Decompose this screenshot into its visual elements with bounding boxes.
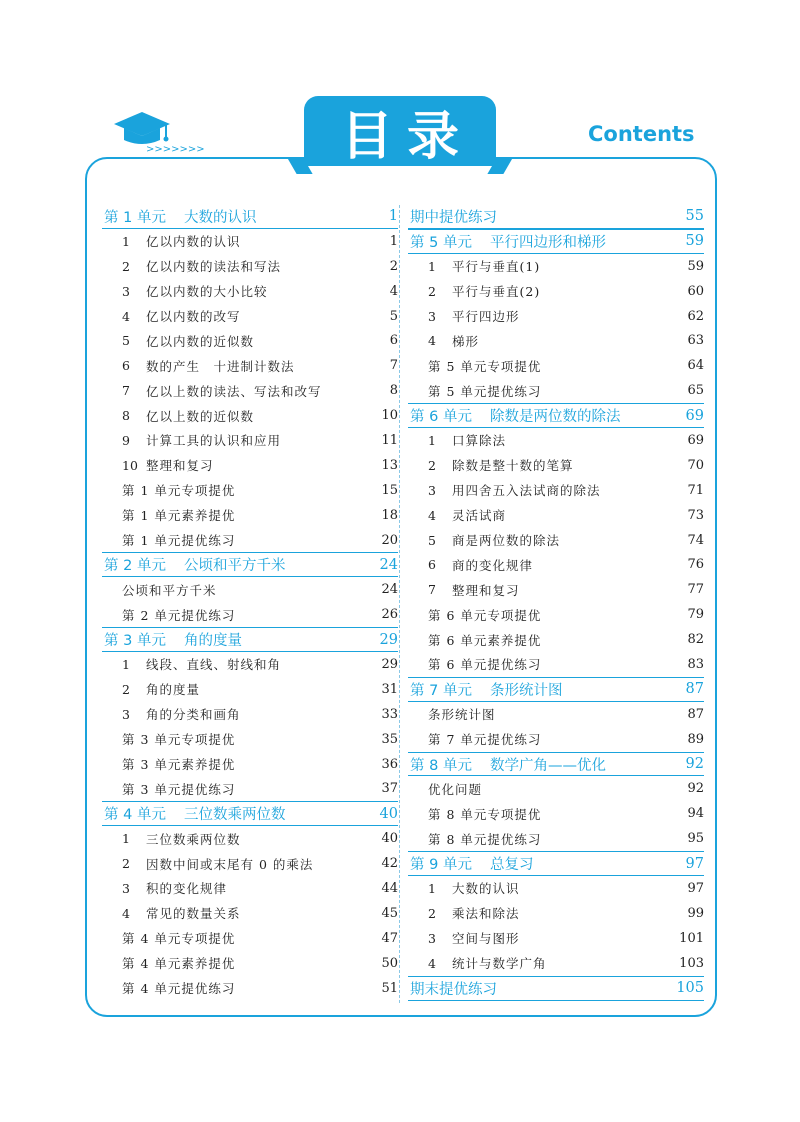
toc-entry[interactable]	[408, 453, 704, 478]
page-number: 26	[381, 607, 398, 623]
entry-title: 亿以上数的近似数	[146, 408, 255, 424]
page-number: 73	[687, 507, 704, 523]
unit-title: 期中提优练习	[410, 209, 497, 226]
page-number: 40	[379, 805, 398, 822]
toc-entry[interactable]	[102, 727, 398, 752]
page-number: 69	[685, 407, 704, 424]
page-number: 40	[381, 831, 398, 847]
entry-number: 10	[122, 457, 138, 473]
toc-entry[interactable]	[408, 478, 704, 503]
entry-title: 亿以上数的读法、写法和改写	[146, 383, 322, 399]
toc-unit-heading[interactable]	[102, 801, 398, 826]
unit-label: 第 8 单元	[410, 757, 472, 774]
toc-column-right	[408, 204, 704, 1001]
entry-number: 3	[428, 930, 436, 946]
toc-entry[interactable]	[408, 801, 704, 826]
page-number: 92	[687, 781, 704, 797]
page-number: 62	[687, 308, 704, 324]
unit-title: 除数是两位数的除法	[489, 409, 621, 426]
page-number: 95	[687, 831, 704, 847]
page-number: 99	[687, 905, 704, 921]
entry-title: 线段、直线、射线和角	[146, 657, 282, 673]
page-number: 37	[381, 781, 398, 797]
page-number: 64	[687, 358, 704, 374]
entry-number: 4	[122, 308, 130, 324]
entry-title: 亿以内数的近似数	[146, 333, 255, 349]
page-number: 103	[679, 955, 704, 971]
toc-entry[interactable]	[408, 652, 704, 677]
entry-title: 梯形	[452, 333, 480, 349]
toc-entry[interactable]	[408, 528, 704, 553]
toc-entry[interactable]	[408, 328, 704, 353]
entry-number: 2	[122, 258, 130, 274]
entry-number: 4	[428, 333, 436, 349]
page-number: 24	[381, 582, 398, 598]
page-number: 87	[687, 706, 704, 722]
toc-unit-heading[interactable]	[408, 752, 704, 777]
entry-number: 7	[122, 383, 130, 399]
unit-title: 数学广角——优化	[489, 757, 606, 774]
entry-number: 1	[428, 258, 436, 274]
toc-entry[interactable]	[408, 279, 704, 304]
entry-title: 第 2 单元提优练习	[122, 607, 236, 623]
toc-entry[interactable]	[102, 403, 398, 428]
entry-title: 计算工具的认识和应用	[146, 433, 282, 449]
unit-label: 第 2 单元	[104, 558, 166, 575]
toc-column-left	[102, 204, 398, 1001]
entry-title: 亿以内数的改写	[146, 309, 241, 324]
entry-title: 第 5 单元专项提优	[428, 358, 542, 374]
toc-entry[interactable]	[102, 254, 398, 279]
entry-title: 用四舍五入法试商的除法	[452, 483, 601, 499]
unit-title: 大数的认识	[183, 209, 257, 226]
page-number: 6	[389, 333, 398, 349]
toc-entry[interactable]	[408, 428, 704, 453]
entry-title: 平行四边形	[452, 309, 520, 324]
entry-number: 2	[428, 905, 436, 921]
page-number: 74	[687, 532, 704, 548]
toc-entry[interactable]	[102, 353, 398, 378]
toc-entry[interactable]	[102, 279, 398, 304]
entry-number: 1	[122, 656, 130, 672]
page-number: 35	[381, 731, 398, 747]
toc-entry[interactable]	[408, 503, 704, 528]
entry-title: 三位数乘两位数	[146, 831, 241, 847]
toc-entry[interactable]	[408, 702, 704, 727]
entry-number: 5	[122, 333, 130, 349]
toc-entry[interactable]	[102, 577, 398, 602]
entry-number: 2	[122, 681, 130, 697]
page-number: 83	[687, 656, 704, 672]
entry-number: 3	[122, 706, 130, 722]
page-number: 10	[381, 408, 398, 424]
page-number: 76	[687, 557, 704, 573]
toc-entry[interactable]	[102, 702, 398, 727]
toc-entry[interactable]	[408, 602, 704, 627]
entry-number: 1	[122, 831, 130, 847]
page-number: 45	[381, 905, 398, 921]
entry-title: 第 3 单元提优练习	[122, 781, 236, 797]
page-number: 59	[685, 233, 704, 250]
page-title: 目录	[304, 96, 496, 166]
toc-entry[interactable]	[408, 727, 704, 752]
entry-title: 商的变化规律	[452, 557, 534, 573]
page-number: 13	[381, 457, 398, 473]
entry-number: 3	[428, 482, 436, 498]
toc-entry[interactable]	[408, 776, 704, 801]
entry-title: 商是两位数的除法	[452, 533, 561, 549]
entry-number: 1	[428, 880, 436, 896]
unit-label: 第 5 单元	[410, 234, 472, 251]
entry-title: 平行与垂直(2)	[452, 284, 541, 300]
toc-entry[interactable]	[102, 826, 398, 851]
page-number: 97	[687, 880, 704, 896]
unit-label: 第 7 单元	[410, 682, 472, 699]
toc-entry[interactable]	[102, 901, 398, 926]
entry-title: 第 6 单元专项提优	[428, 607, 542, 623]
toc-entry[interactable]	[102, 378, 398, 403]
toc-entry[interactable]	[408, 826, 704, 851]
entry-title: 第 4 单元素养提优	[122, 956, 236, 972]
page-number: 44	[381, 880, 398, 896]
entry-title: 第 8 单元专项提优	[428, 806, 542, 822]
entry-title: 第 1 单元素养提优	[122, 508, 236, 524]
toc-entry[interactable]	[408, 627, 704, 652]
page-number: 59	[687, 258, 704, 274]
toc-entry[interactable]	[408, 378, 704, 403]
unit-title: 公顷和平方千米	[183, 558, 286, 575]
toc-entry[interactable]	[102, 453, 398, 478]
toc-unit-heading[interactable]	[408, 976, 704, 1001]
entry-title: 角的分类和画角	[146, 707, 241, 723]
entry-title: 口算除法	[452, 433, 507, 449]
toc-entry[interactable]	[102, 876, 398, 901]
toc-unit-heading[interactable]	[408, 204, 704, 229]
entry-title: 角的度量	[146, 682, 201, 698]
page-number: 15	[381, 482, 398, 498]
entry-title: 大数的认识	[452, 881, 520, 897]
toc-entry[interactable]	[408, 304, 704, 329]
entry-title: 平行与垂直(1)	[452, 259, 541, 275]
toc-entry[interactable]	[408, 901, 704, 926]
page-number: 82	[687, 632, 704, 648]
toc-entry[interactable]	[102, 328, 398, 353]
page-number: 1	[389, 233, 398, 249]
entry-title: 第 1 单元提优练习	[122, 533, 236, 549]
page-number: 70	[687, 457, 704, 473]
page-number: 87	[685, 681, 704, 698]
toc-unit-heading[interactable]	[408, 851, 704, 876]
entry-title: 亿以内数的读法和写法	[146, 259, 282, 275]
toc-entry[interactable]	[102, 428, 398, 453]
page-number: 11	[381, 432, 398, 448]
page-number: 60	[687, 283, 704, 299]
entry-title: 数的产生 十进制计数法	[146, 358, 295, 374]
entry-number: 7	[428, 582, 436, 598]
entry-title: 灵活试商	[452, 508, 507, 524]
entry-number: 3	[122, 283, 130, 299]
page-number: 69	[687, 432, 704, 448]
page-number: 77	[687, 582, 704, 598]
page-number: 71	[687, 482, 704, 498]
page-number: 101	[679, 930, 704, 946]
entry-number: 4	[428, 507, 436, 523]
toc-entry[interactable]	[102, 478, 398, 503]
toc-entry[interactable]	[408, 876, 704, 901]
toc-entry[interactable]	[102, 652, 398, 677]
entry-title: 整理和复习	[452, 582, 520, 598]
toc-entry[interactable]	[102, 229, 398, 254]
entry-title: 整理和复习	[146, 458, 214, 474]
toc-entry[interactable]	[408, 552, 704, 577]
toc-entry[interactable]	[102, 851, 398, 876]
unit-label: 第 3 单元	[104, 633, 166, 650]
page-number: 97	[685, 855, 704, 872]
entry-number: 4	[122, 905, 130, 921]
entry-title: 空间与图形	[452, 931, 520, 947]
page-number: 42	[381, 856, 398, 872]
entry-title: 优化问题	[428, 781, 483, 797]
toc-entry[interactable]	[102, 528, 398, 553]
toc-unit-heading[interactable]	[408, 229, 704, 254]
entry-title: 第 6 单元提优练习	[428, 657, 542, 673]
page-number: 63	[687, 333, 704, 349]
toc-entry[interactable]	[102, 976, 398, 1001]
entry-title: 积的变化规律	[146, 881, 228, 897]
unit-title: 平行四边形和梯形	[489, 234, 606, 251]
toc-unit-heading[interactable]	[408, 403, 704, 428]
entry-number: 8	[122, 408, 130, 424]
toc-unit-heading[interactable]	[102, 552, 398, 577]
entry-title: 统计与数学广角	[452, 956, 547, 972]
entry-title: 第 7 单元提优练习	[428, 732, 542, 748]
entry-number: 3	[122, 880, 130, 896]
page-number: 55	[685, 208, 704, 225]
entry-title: 乘法和除法	[452, 906, 520, 922]
entry-number: 9	[122, 432, 130, 448]
unit-label: 第 6 单元	[410, 409, 472, 426]
entry-title: 第 5 单元提优练习	[428, 383, 542, 399]
page-number: 4	[389, 283, 398, 299]
page-number: 65	[687, 383, 704, 399]
page-subtitle: Contents	[588, 122, 695, 146]
page-number: 8	[389, 383, 398, 399]
page-number: 50	[381, 955, 398, 971]
page-number: 29	[381, 656, 398, 672]
entry-number: 2	[122, 856, 130, 872]
page-number: 29	[379, 631, 398, 648]
page-number: 105	[676, 980, 704, 997]
entry-title: 第 4 单元专项提优	[122, 931, 236, 947]
entry-number: 1	[122, 233, 130, 249]
toc-unit-heading[interactable]	[408, 677, 704, 702]
toc-unit-heading[interactable]	[102, 204, 398, 229]
toc-entry[interactable]	[102, 752, 398, 777]
page-number: 1	[388, 208, 398, 225]
entry-title: 第 4 单元提优练习	[122, 981, 236, 997]
entry-number: 6	[122, 358, 130, 374]
entry-title: 条形统计图	[428, 707, 496, 723]
toc-entry[interactable]	[102, 677, 398, 702]
page-number: 18	[381, 507, 398, 523]
entry-title: 第 6 单元素养提优	[428, 632, 542, 648]
page-number: 92	[685, 756, 704, 773]
toc-entry[interactable]	[102, 951, 398, 976]
entry-title: 第 1 单元专项提优	[122, 483, 236, 499]
entry-title: 亿以内数的大小比较	[146, 284, 268, 300]
graduation-cap-icon	[112, 106, 205, 155]
unit-title: 期末提优练习	[410, 981, 497, 998]
entry-title: 第 8 单元提优练习	[428, 831, 542, 847]
entry-number: 5	[428, 532, 436, 548]
entry-number: 3	[428, 308, 436, 324]
entry-number: 2	[428, 283, 436, 299]
toc-entry[interactable]	[102, 304, 398, 329]
toc-entry[interactable]	[408, 353, 704, 378]
page-number: 33	[381, 706, 398, 722]
entry-number: 1	[428, 432, 436, 448]
unit-title: 总复习	[489, 857, 534, 874]
unit-label: 第 1 单元	[104, 209, 166, 226]
unit-label: 第 4 单元	[104, 807, 166, 824]
entry-number: 4	[428, 955, 436, 971]
page-number: 20	[381, 532, 398, 548]
toc-entry[interactable]	[408, 951, 704, 976]
unit-label: 第 9 单元	[410, 857, 472, 874]
page-number: 94	[687, 806, 704, 822]
toc-entry[interactable]	[102, 776, 398, 801]
toc-entry[interactable]	[408, 577, 704, 602]
toc-entry[interactable]	[102, 602, 398, 627]
toc-entry[interactable]	[102, 926, 398, 951]
entry-number: 6	[428, 557, 436, 573]
page-number: 79	[687, 607, 704, 623]
page-number: 36	[381, 756, 398, 772]
entry-title: 第 3 单元素养提优	[122, 757, 236, 773]
unit-title: 三位数乘两位数	[183, 807, 286, 824]
page-number: 5	[389, 308, 398, 324]
page-number: 24	[379, 556, 398, 573]
unit-title: 角的度量	[183, 633, 242, 650]
entry-title: 亿以内数的认识	[146, 234, 241, 250]
page-number: 31	[381, 681, 398, 697]
svg-text:>>>>>>>: >>>>>>>	[146, 144, 205, 155]
unit-title: 条形统计图	[489, 682, 563, 699]
entry-title: 常见的数量关系	[146, 906, 241, 922]
column-divider	[399, 205, 400, 1003]
entry-title: 第 3 单元专项提优	[122, 732, 236, 748]
entry-title: 除数是整十数的笔算	[452, 458, 574, 474]
entry-title: 因数中间或末尾有 0 的乘法	[146, 856, 314, 872]
toc-entry[interactable]	[408, 254, 704, 279]
entry-title: 公顷和平方千米	[122, 582, 217, 598]
page-number: 7	[389, 358, 398, 374]
page-number: 47	[381, 930, 398, 946]
page-number: 2	[389, 258, 398, 274]
toc-entry[interactable]	[102, 503, 398, 528]
page-number: 89	[687, 731, 704, 747]
page-number: 51	[381, 980, 398, 996]
toc-unit-heading[interactable]	[102, 627, 398, 652]
toc-entry[interactable]	[408, 926, 704, 951]
entry-number: 2	[428, 457, 436, 473]
